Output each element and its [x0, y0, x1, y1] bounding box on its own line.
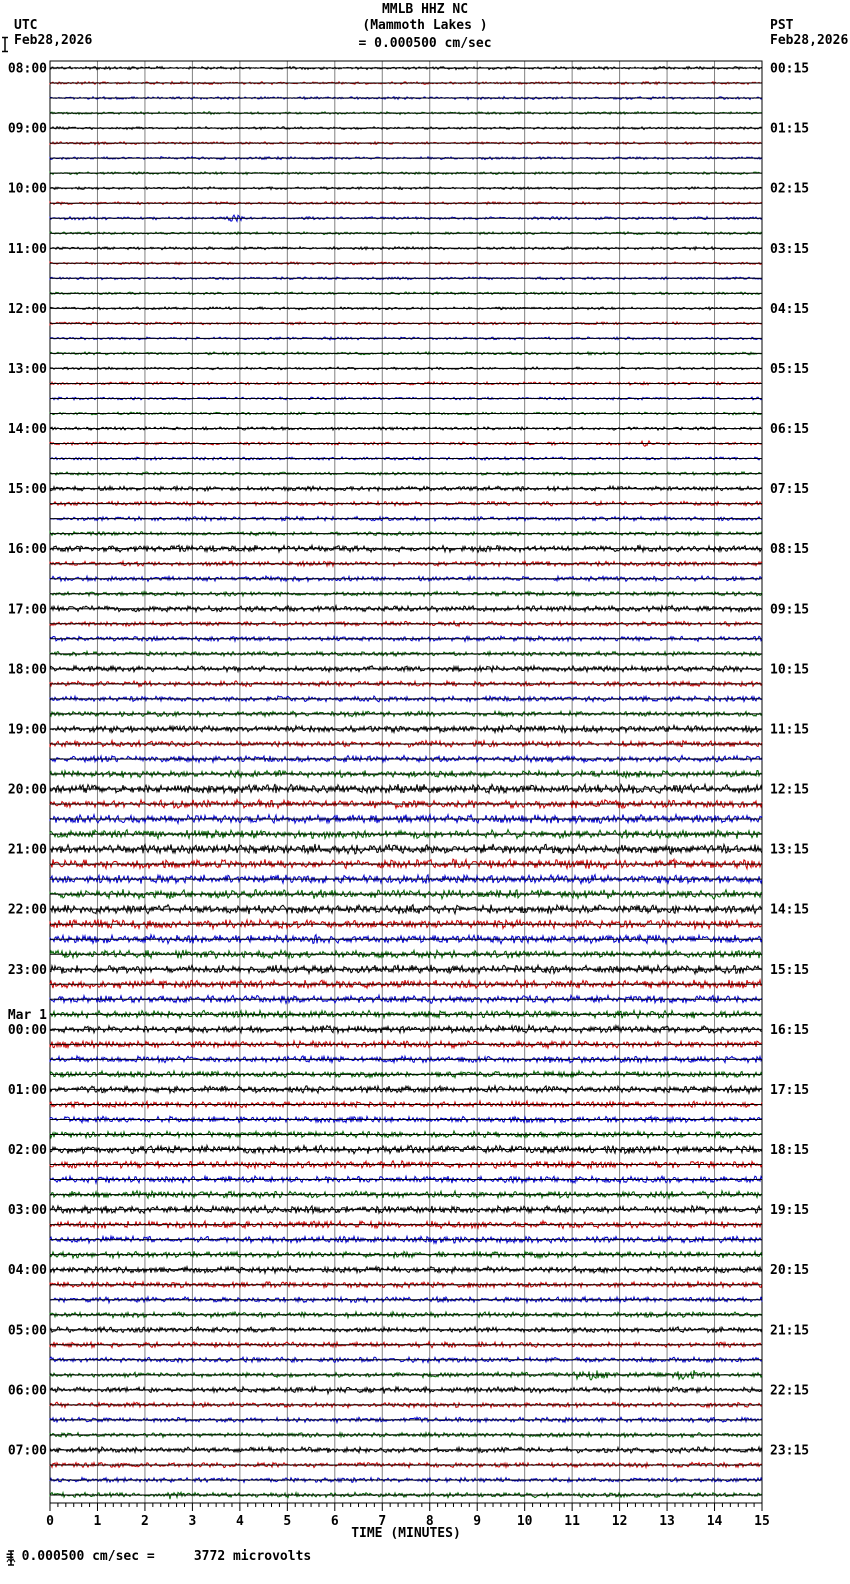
pst-hour-label: 14:15	[770, 902, 810, 918]
utc-hour-label: 21:00	[7, 842, 47, 858]
pst-hour-label: 11:15	[770, 722, 810, 738]
pst-hour-label: 08:15	[770, 542, 810, 558]
pst-hour-label: 21:15	[770, 1323, 810, 1339]
pst-hour-label: 17:15	[770, 1082, 810, 1098]
utc-hour-label: 17:00	[7, 602, 47, 618]
x-tick-label: 3	[188, 1514, 197, 1529]
x-tick-label: 12	[611, 1514, 628, 1529]
x-tick-label: 2	[141, 1514, 149, 1529]
pst-hour-label: 10:15	[770, 662, 810, 678]
utc-hour-label: 00:00	[7, 1022, 47, 1038]
utc-hour-label: 06:00	[7, 1383, 47, 1399]
utc-hour-label: 11:00	[7, 241, 47, 257]
pst-hour-label: 13:15	[770, 842, 810, 858]
pst-date-label: Feb28,2026	[770, 33, 849, 48]
x-tick-label: 8	[425, 1514, 434, 1529]
x-tick-label: 9	[473, 1514, 482, 1529]
x-axis-label: TIME (MINUTES)	[351, 1526, 461, 1541]
utc-hour-label: 13:00	[7, 361, 47, 377]
utc-hour-label: 09:00	[7, 121, 47, 137]
utc-hour-label: 01:00	[7, 1082, 47, 1098]
x-tick-label: 13	[659, 1514, 675, 1529]
date-change-label: Mar 1	[7, 1007, 47, 1023]
x-tick-label: 14	[706, 1514, 723, 1529]
utc-hour-label: 05:00	[7, 1323, 47, 1339]
pst-hour-label: 22:15	[770, 1383, 810, 1399]
pst-hour-label: 23:15	[770, 1443, 810, 1459]
pst-hour-label: 06:15	[770, 422, 810, 437]
utc-timezone-label: UTC	[14, 18, 38, 33]
x-tick-label: 4	[235, 1514, 244, 1529]
x-tick-label: 15	[754, 1514, 770, 1529]
x-tick-label: 0	[46, 1514, 54, 1529]
pst-timezone-label: PST	[770, 18, 794, 33]
utc-hour-label: 02:00	[7, 1143, 47, 1158]
pst-hour-label: 00:15	[770, 61, 810, 77]
pst-hour-label: 02:15	[770, 181, 810, 197]
utc-hour-label: 07:00	[7, 1443, 47, 1459]
footer-scale-row	[6, 1549, 311, 1564]
pst-hour-label: 18:15	[770, 1143, 810, 1158]
utc-hour-label: 18:00	[7, 662, 47, 678]
x-tick-label: 1	[93, 1514, 102, 1529]
pst-hour-label: 04:15	[770, 301, 810, 317]
utc-hour-label: 10:00	[7, 181, 47, 197]
utc-hour-label: 22:00	[7, 902, 47, 918]
x-tick-label: 10	[516, 1514, 533, 1529]
pst-hour-label: 20:15	[770, 1263, 810, 1279]
utc-hour-label: 19:00	[7, 722, 47, 738]
utc-hour-label: 23:00	[7, 962, 47, 978]
utc-hour-label: 15:00	[7, 482, 47, 498]
utc-hour-label: 03:00	[7, 1203, 47, 1219]
pst-hour-label: 15:15	[770, 962, 810, 978]
utc-hour-label: 04:00	[7, 1263, 47, 1279]
x-tick-label: 6	[330, 1514, 339, 1529]
pst-hour-label: 09:15	[770, 602, 810, 618]
x-tick-label: 7	[378, 1514, 387, 1529]
utc-hour-label: 16:00	[7, 542, 47, 558]
pst-hour-label: 07:15	[770, 482, 810, 498]
pst-hour-label: 16:15	[770, 1022, 810, 1038]
utc-hour-label: 08:00	[7, 61, 47, 77]
pst-hour-label: 03:15	[770, 241, 810, 257]
scale-label: = 0.000500 cm/sec	[358, 36, 492, 51]
scale-bar-icon	[6, 1549, 16, 1567]
trace-row	[50, 1492, 762, 1499]
page-subtitle: (Mammoth Lakes )	[362, 18, 488, 33]
pst-hour-label: 01:15	[770, 121, 810, 137]
pst-hour-label: 05:15	[770, 361, 810, 377]
x-tick-label: 11	[564, 1514, 580, 1529]
utc-hour-label: 12:00	[7, 301, 47, 317]
page-title: MMLB HHZ NC	[381, 2, 469, 17]
pst-hour-label: 19:15	[770, 1203, 810, 1219]
utc-date-label: Feb28,2026	[14, 33, 93, 48]
pst-hour-label: 12:15	[770, 782, 810, 798]
utc-hour-label: 20:00	[7, 782, 47, 798]
x-tick-label: 5	[283, 1514, 292, 1529]
footer-scale-text: = 0.000500 cm/sec = 3772 microvolts	[6, 1549, 312, 1564]
utc-hour-label: 14:00	[7, 422, 47, 437]
